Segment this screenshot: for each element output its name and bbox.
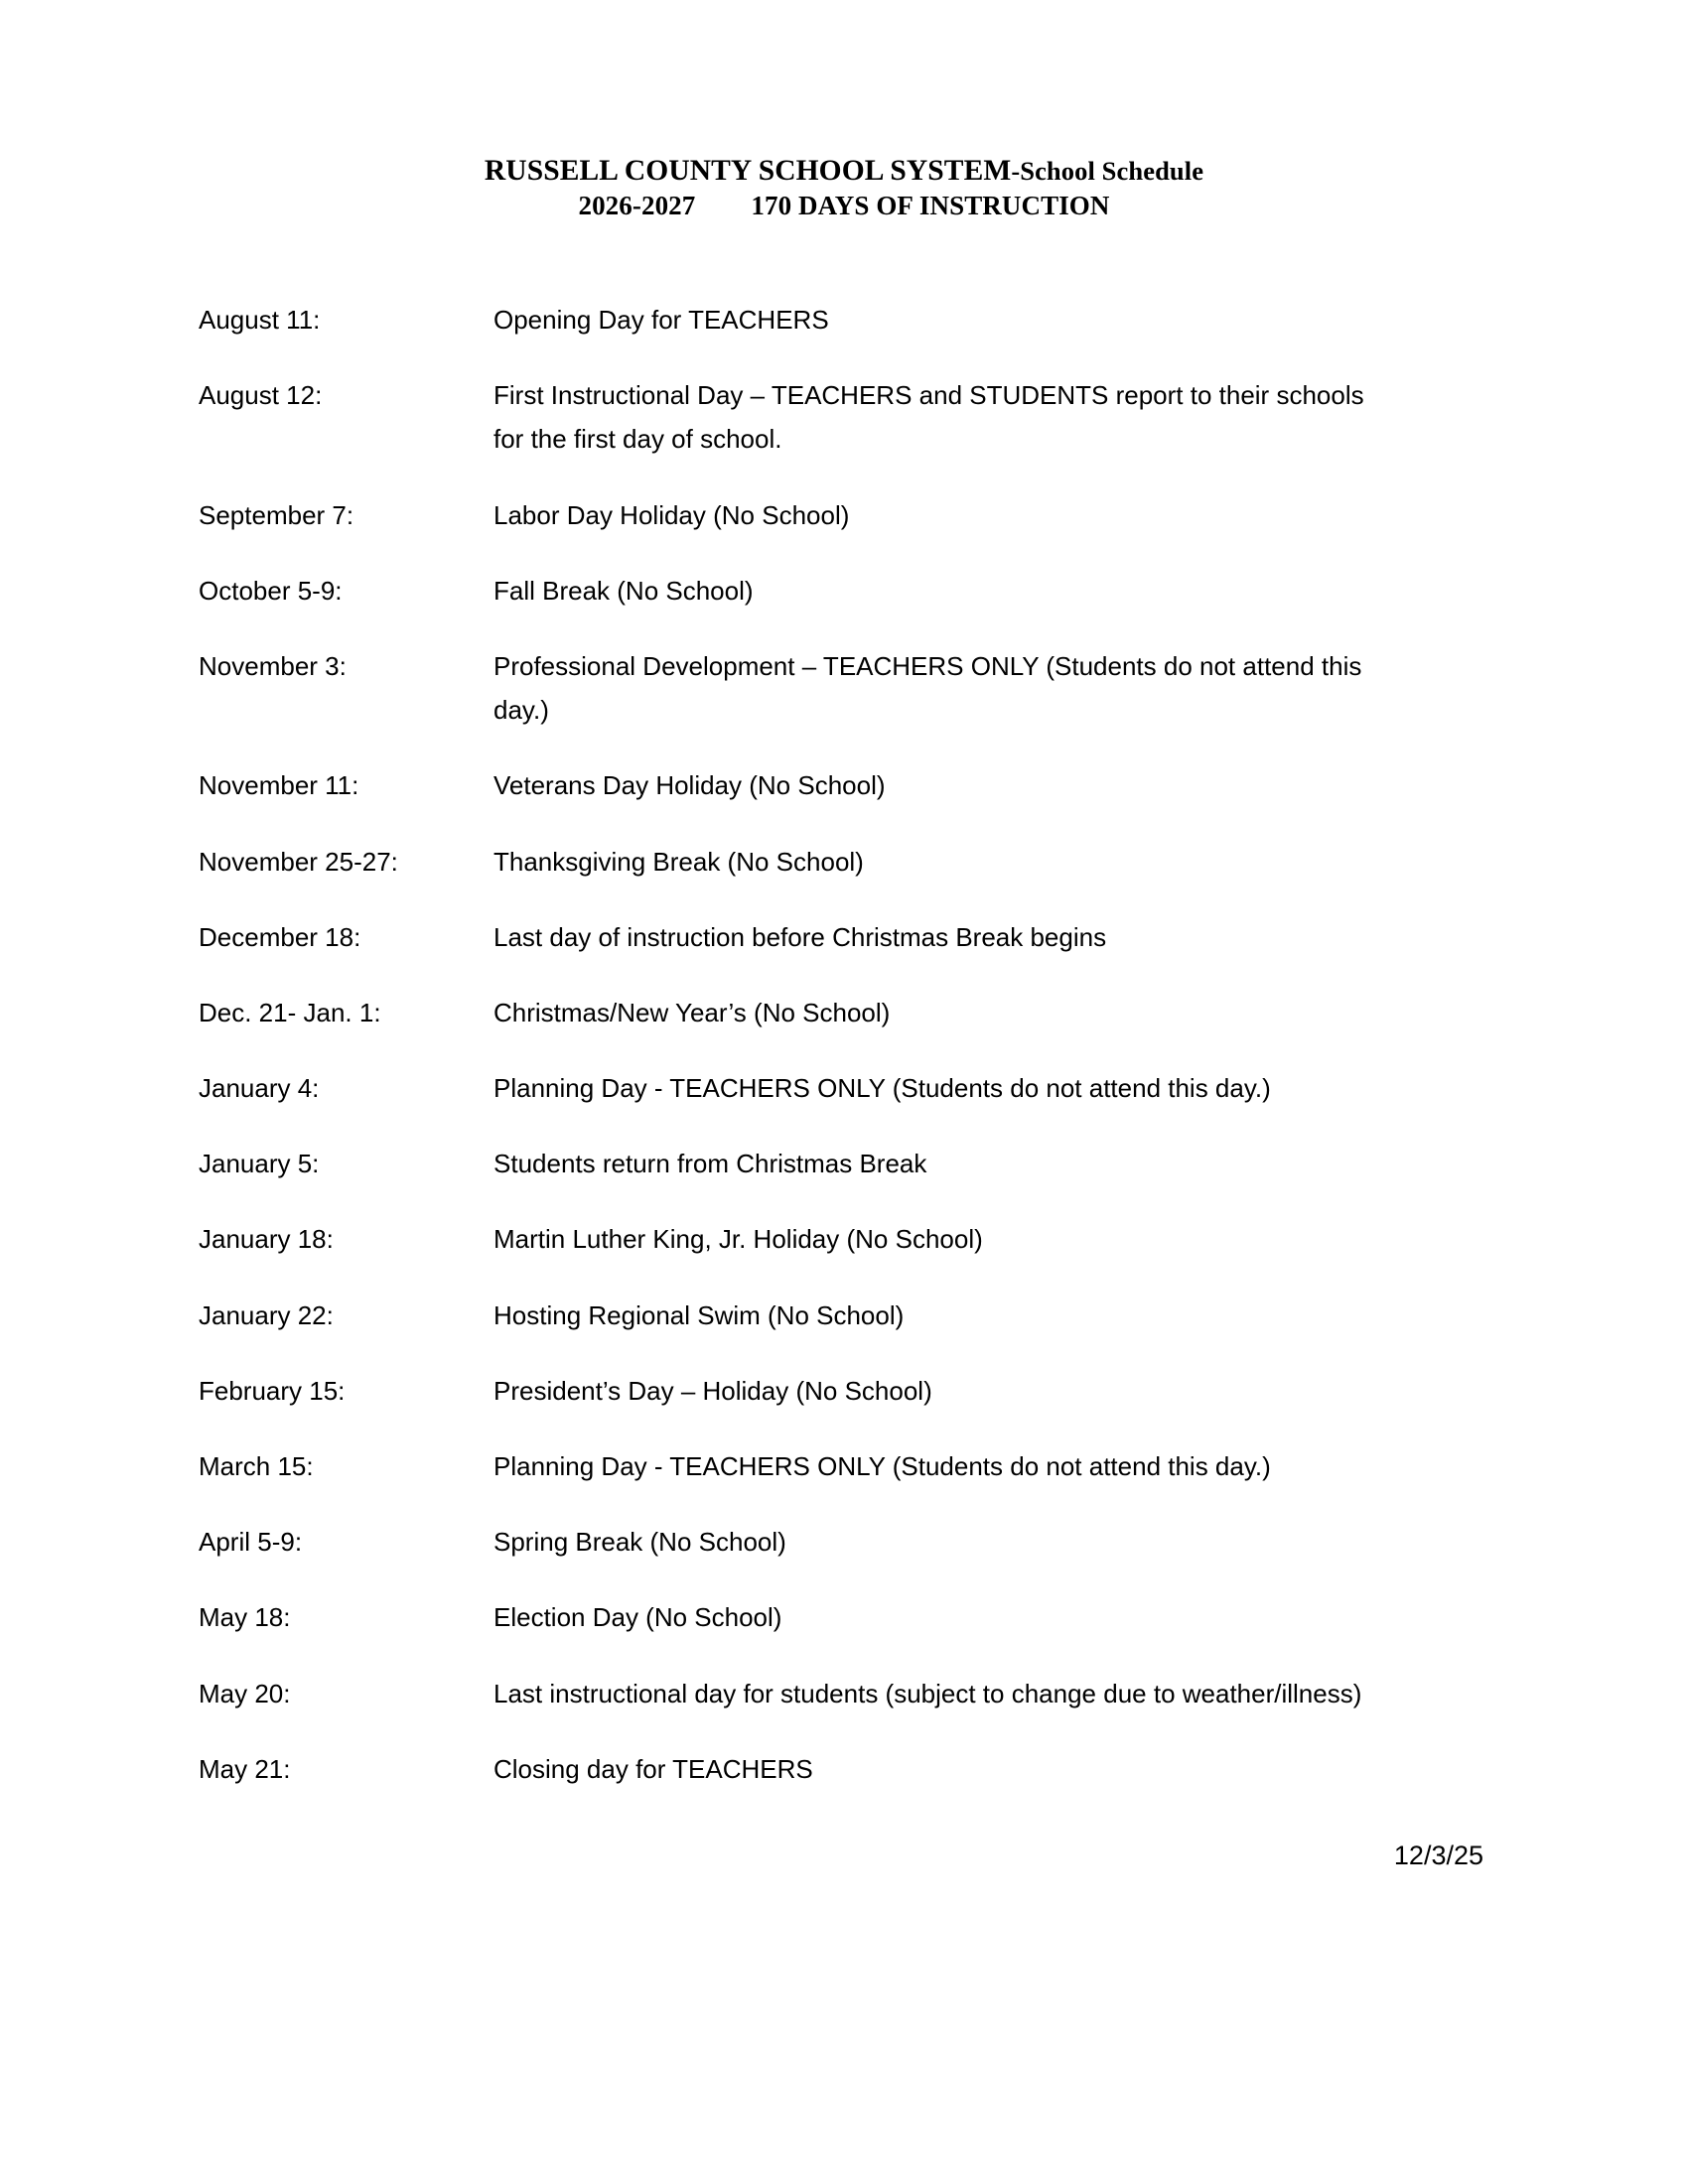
schedule-entry (199, 373, 1479, 461)
schedule-entry (199, 1369, 1479, 1413)
schedule-list (199, 298, 1479, 1823)
schedule-entry (199, 1520, 1479, 1564)
entry-date: September 7: (199, 499, 354, 530)
entry-description: President’s Day – Holiday (No School) (493, 1375, 932, 1406)
schedule-entry (199, 298, 1479, 341)
schedule-entry (199, 569, 1479, 613)
schedule-entry (199, 1066, 1479, 1110)
entry-description: Christmas/New Year’s (No School) (493, 997, 891, 1027)
schedule-entry (199, 1217, 1479, 1261)
title-district-name: RUSSELL COUNTY SCHOOL SYSTEM (484, 155, 1012, 187)
entry-description: First Instructional Day – TEACHERS and STUDENTS report to their schools for the first day of school. (493, 380, 1364, 455)
entry-description: Professional Development – TEACHERS ONLY (Students do not attend this day.) (493, 650, 1362, 726)
entry-description: Closing day for TEACHERS (493, 1753, 813, 1784)
entry-date: April 5-9: (199, 1527, 303, 1558)
title-school-years: 2026-2027 (578, 190, 696, 220)
entry-description: Students return from Christmas Break (493, 1149, 927, 1179)
entry-description: Thanksgiving Break (No School) (493, 846, 864, 877)
revision-date: 12/3/25 (1393, 1841, 1483, 1870)
entry-description: Veterans Day Holiday (No School) (493, 770, 886, 801)
title-document-type: -School Schedule (1011, 156, 1204, 186)
document-title (0, 154, 1688, 222)
title-line-primary (0, 154, 1688, 189)
schedule-entry (199, 840, 1479, 884)
schedule-entry (199, 1595, 1479, 1639)
schedule-entry (199, 1672, 1479, 1715)
entry-description: Last day of instruction before Christmas Break begins (493, 921, 1107, 952)
entry-date: January 4: (199, 1073, 320, 1104)
entry-description: Labor Day Holiday (No School) (493, 499, 850, 530)
schedule-entry (199, 1142, 1479, 1185)
title-instruction-days: 170 DAYS OF INSTRUCTION (751, 190, 1110, 220)
entry-date: October 5-9: (199, 575, 343, 606)
entry-date: May 21: (199, 1753, 291, 1784)
schedule-entry (199, 991, 1479, 1034)
schedule-entry (199, 763, 1479, 807)
entry-description: Last instructional day for students (subject to change due to weather/illness) (493, 1678, 1362, 1708)
entry-date: January 22: (199, 1299, 334, 1330)
entry-date: August 11: (199, 305, 321, 335)
entry-date: May 18: (199, 1602, 291, 1633)
schedule-entry (199, 1747, 1479, 1791)
entry-date: August 12: (199, 380, 323, 411)
entry-description: Spring Break (No School) (493, 1527, 786, 1558)
entry-description: Hosting Regional Swim (No School) (493, 1299, 905, 1330)
entry-description: Election Day (No School) (493, 1602, 782, 1633)
entry-date: Dec. 21- Jan. 1: (199, 997, 381, 1027)
entry-description: Opening Day for TEACHERS (493, 305, 829, 335)
schedule-entry (199, 493, 1479, 537)
entry-date: May 20: (199, 1678, 291, 1708)
entry-date: November 11: (199, 770, 359, 801)
title-line-secondary (0, 191, 1688, 222)
entry-date: February 15: (199, 1375, 346, 1406)
schedule-entry (199, 1444, 1479, 1488)
entry-date: December 18: (199, 921, 361, 952)
entry-date: January 18: (199, 1224, 334, 1255)
entry-description: Planning Day - TEACHERS ONLY (Students do not attend this day.) (493, 1073, 1271, 1104)
entry-date: January 5: (199, 1149, 320, 1179)
schedule-entry (199, 915, 1479, 959)
schedule-entry (199, 644, 1479, 732)
schedule-entry (199, 1294, 1479, 1337)
entry-date: November 3: (199, 650, 347, 681)
entry-date: November 25-27: (199, 846, 398, 877)
entry-description: Fall Break (No School) (493, 575, 754, 606)
entry-description: Martin Luther King, Jr. Holiday (No School) (493, 1224, 983, 1255)
entry-description: Planning Day - TEACHERS ONLY (Students do not attend this day.) (493, 1451, 1271, 1481)
entry-date: March 15: (199, 1451, 314, 1481)
